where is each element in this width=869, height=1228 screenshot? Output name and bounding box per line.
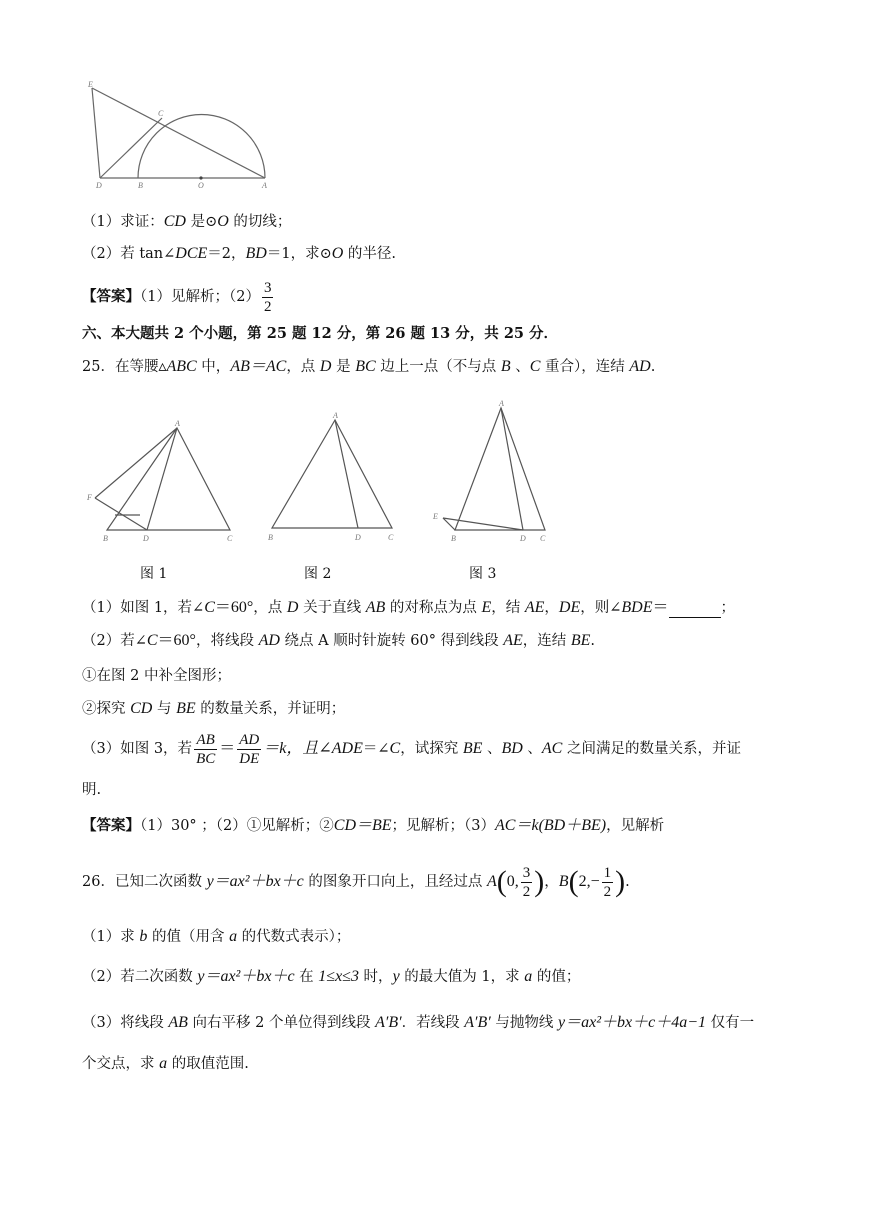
q24-part2: （2）若 tan∠DCE＝2，BD＝1，求⊙O 的半径. xyxy=(82,245,397,262)
fig3-label-d: D xyxy=(520,534,526,543)
q24-part1: （1）求证：CD 是⊙O 的切线； xyxy=(82,213,292,230)
q24-figure xyxy=(80,78,280,190)
label-e: E xyxy=(88,80,93,89)
fig1-label-c: C xyxy=(227,534,233,543)
caption-fig3: 图 3 xyxy=(469,566,497,582)
caption-fig2: 图 2 xyxy=(304,566,332,582)
q25-part3: （3）如图 3，若 $\frac{AB}{BC}$ ＝ $\frac{AD}{DE}$ ＝k，且∠ADE＝∠C，试探究 BE 、BD 、AC 之间满足的数量关系，并证 xyxy=(82,731,741,767)
q25-figure-2 xyxy=(262,410,402,545)
q26-part3: （3）将线段 AB 向右平移 2 个单位得到线段 A′B′．若线段 A′B′ 与抛物线 y＝ax²＋bx＋c＋4a−1 仅有一 xyxy=(82,1014,755,1031)
fig3-label-c: C xyxy=(540,534,546,543)
answer-blank[interactable] xyxy=(669,603,721,618)
q26-part3-cont: 个交点，求 a 的取值范围. xyxy=(82,1055,249,1072)
q24-answer: 【答案】（1）见解析；（2） $\frac{3}{2}$ xyxy=(82,279,272,315)
caption-fig1: 图 1 xyxy=(140,566,168,582)
q26-part2: （2）若二次函数 y＝ax²＋bx＋c 在 1≤x≤3 时，y 的最大值为 1，求 a 的值； xyxy=(82,968,581,985)
fig1-label-f: F xyxy=(87,493,92,502)
q25-figure-3 xyxy=(425,398,555,546)
label-o: O xyxy=(198,181,204,190)
q25-figure-1 xyxy=(85,418,235,546)
q25-part1: （1）如图 1，若∠C＝60°，点 D 关于直线 AB 的对称点为点 E，结 AE，DE，则∠BDE＝ ； xyxy=(82,599,735,616)
q25-part2: （2）若∠C＝60°，将线段 AD 绕点 A 顺时针旋转 60° 得到线段 AE，连结 BE. xyxy=(82,632,596,649)
fig1-label-d: D xyxy=(143,534,149,543)
fig3-label-b: B xyxy=(451,534,456,543)
fig2-label-c: C xyxy=(388,533,394,542)
q25-answer: 【答案】（1）30° ；（2）①见解析；②CD＝BE；见解析；（3）AC＝k(BD＋BE)，见解析 xyxy=(82,817,665,834)
q25-part3-cont: 明. xyxy=(82,782,102,798)
fig3-label-e: E xyxy=(433,512,438,521)
fig2-label-a: A xyxy=(333,411,338,420)
q26-part1: （1）求 b 的值（用含 a 的代数式表示）； xyxy=(82,928,351,945)
q25-sub1: ①在图 2 中补全图形； xyxy=(82,668,231,684)
fig3-label-a: A xyxy=(499,399,504,408)
fig2-label-b: B xyxy=(268,533,273,542)
label-d: D xyxy=(96,181,102,190)
section-6-heading: 六、本大题共 2 个小题，第 25 题 12 分，第 26 题 13 分，共 25 分． xyxy=(82,325,559,342)
q25-stem: 25．在等腰▵ABC 中，AB＝AC，点 D 是 BC 边上一点（不与点 B 、C 重合），连结 AD. xyxy=(82,358,656,375)
fig1-label-a: A xyxy=(175,419,180,428)
q26-stem: 26．已知二次函数 y＝ax²＋bx＋c 的图象开口向上，且经过点 A(0, $\frac{3}{2}$ )，B(2,− $\frac{1}{2}$ ). xyxy=(82,864,630,900)
fig1-label-b: B xyxy=(103,534,108,543)
label-b: B xyxy=(138,181,143,190)
label-c: C xyxy=(158,109,164,118)
fig2-label-d: D xyxy=(355,533,361,542)
q25-sub2: ②探究 CD 与 BE 的数量关系，并证明； xyxy=(82,700,346,717)
label-a: A xyxy=(262,181,267,190)
